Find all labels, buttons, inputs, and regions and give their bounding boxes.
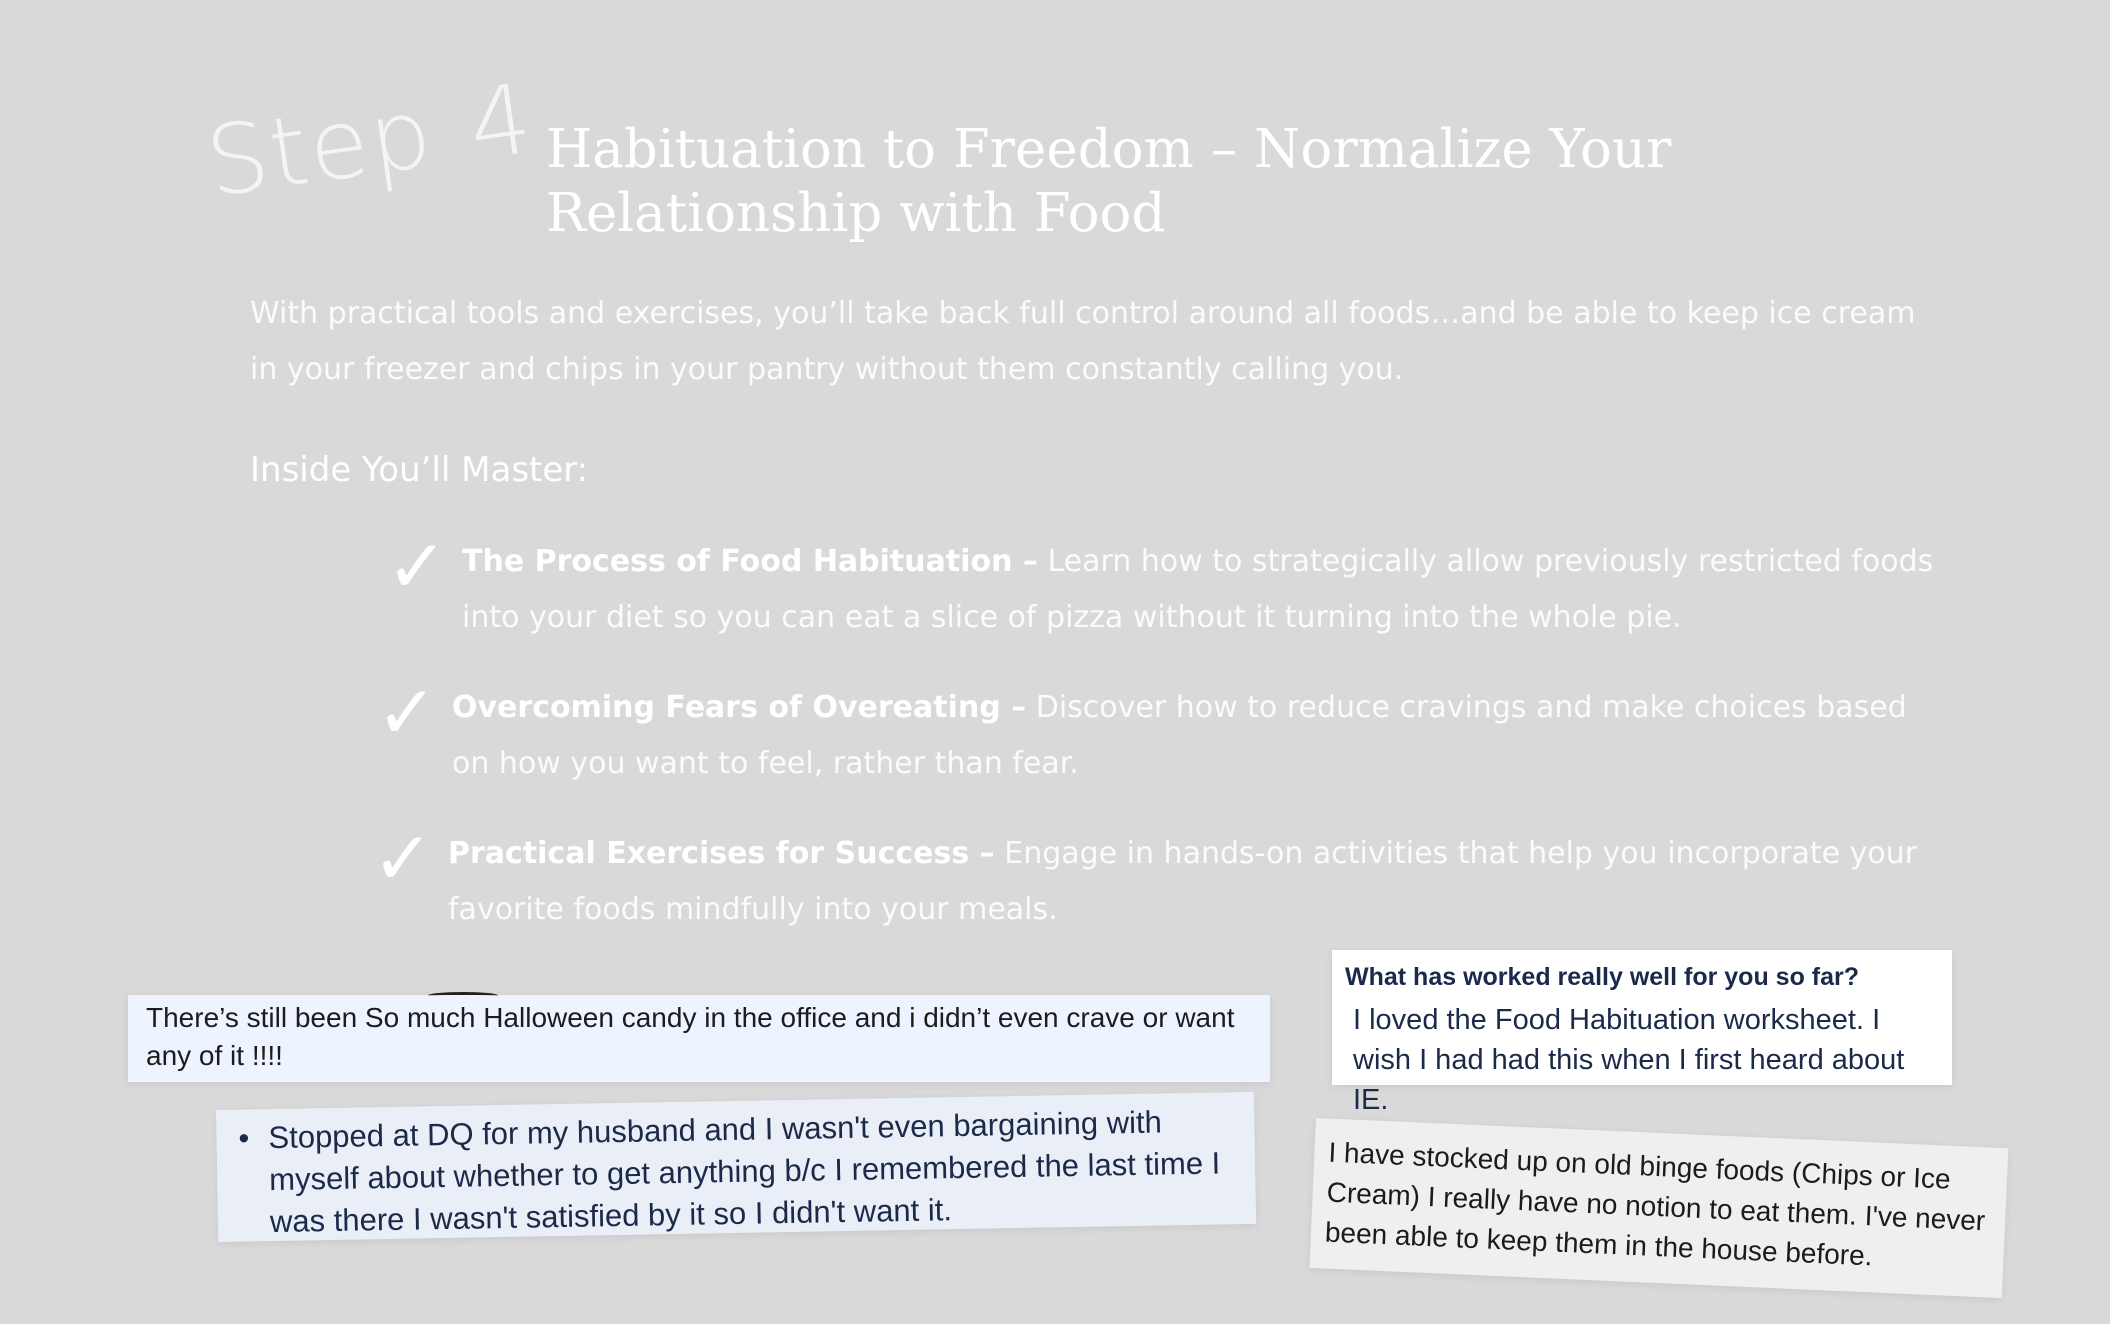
- step-word: Step: [200, 76, 440, 219]
- intro-paragraph: With practical tools and exercises, you’ll take back full control around all foods…and be able to keep ice cream in your freezer and chips in your pantry without them constantly calling you.: [250, 296, 1916, 387]
- benefit-text: Engage in hands-on activities that help you incorporate your favorite foods mindfully into your meals.: [448, 836, 1918, 927]
- clipped-edge: [428, 992, 498, 999]
- benefit-title: The Process of Food Habituation –: [462, 544, 1038, 579]
- testimonial-text: I have stocked up on old binge foods (Chips or Ice Cream) I really have no notion to eat them. I've never been able to keep them in the house before.: [1324, 1136, 1986, 1272]
- step-label: [200, 62, 540, 219]
- benefit-item: [448, 826, 1948, 938]
- checkmark-icon: ✓: [372, 816, 435, 902]
- benefit-title: Overcoming Fears of Overeating –: [452, 690, 1027, 725]
- inside-heading: Inside You’ll Master:: [250, 450, 589, 490]
- benefit-title: Practical Exercises for Success –: [448, 836, 995, 871]
- benefit-text: Learn how to strategically allow previously restricted foods into your diet so you can eat a slice of pizza without it turning into the whole pie.: [462, 544, 1934, 635]
- testimonial-halloween: [128, 995, 1270, 1082]
- checkmark-icon: ✓: [386, 524, 449, 610]
- testimonial-text: Stopped at DQ for my husband and I wasn't even bargaining with myself about whether to get anything b/c I remembered the last time I was there I wasn't satisfied by it so I didn't want it.: [268, 1104, 1221, 1240]
- testimonial-worksheet: [1332, 950, 1952, 1116]
- testimonial-text: There’s still been So much Halloween candy in the office and i didn’t even crave or want any of it !!!!: [146, 1002, 1235, 1071]
- benefit-item: [452, 680, 1932, 792]
- benefit-text: Discover how to reduce cravings and make choices based on how you want to feel, rather than fear.: [452, 690, 1907, 781]
- testimonial-dq: [216, 1092, 1256, 1242]
- checkmark-icon: ✓: [376, 670, 439, 756]
- bullet: •: [238, 1120, 250, 1156]
- step-number: 4: [462, 62, 541, 183]
- section-title: Habituation to Freedom – Normalize Your Relationship with Food: [546, 119, 1672, 244]
- testimonial-binge-foods: [1309, 1118, 2008, 1298]
- benefit-item: [462, 534, 1982, 646]
- survey-question: What has worked really well for you so far?: [1345, 963, 1860, 991]
- survey-answer: I loved the Food Habituation worksheet. I wish I had had this when I first heard about IE.: [1353, 1004, 1905, 1116]
